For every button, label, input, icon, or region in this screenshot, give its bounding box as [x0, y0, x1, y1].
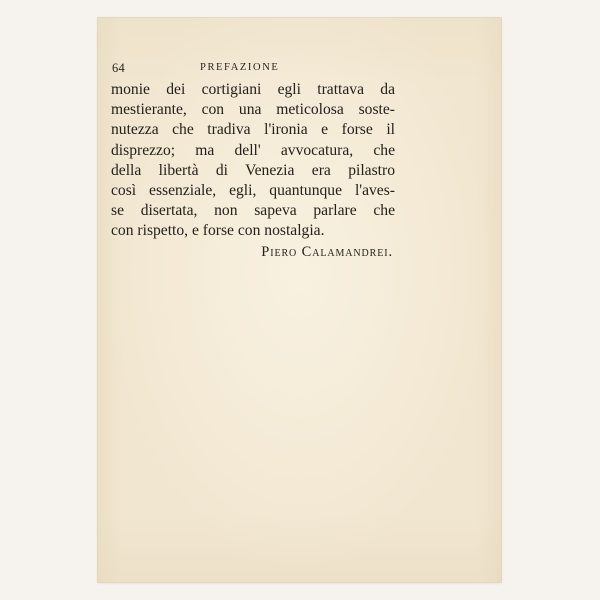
text-line: disprezzo; ma dell' avvocatura, che [111, 141, 395, 159]
body-paragraph [111, 80, 395, 242]
running-head [112, 61, 394, 77]
text-line: nutezza che tradiva l'ironia e forse il [111, 121, 395, 139]
running-head-title: PREFAZIONE [200, 62, 280, 73]
text-line: della libertà di Venezia era pilastro [111, 161, 395, 179]
author-signature: Piero Calamandrei. [261, 244, 393, 260]
text-line: con rispetto, e forse con nostalgia. [111, 222, 325, 240]
page-number: 64 [112, 61, 125, 75]
text-line: se disertata, non sapeva parlare che [111, 202, 395, 220]
text-line: così essenziale, egli, quantunque l'aves- [111, 182, 395, 200]
text-line: mestierante, con una meticolosa soste- [111, 101, 395, 119]
text-line: monie dei cortigiani egli trattava da [111, 81, 395, 98]
